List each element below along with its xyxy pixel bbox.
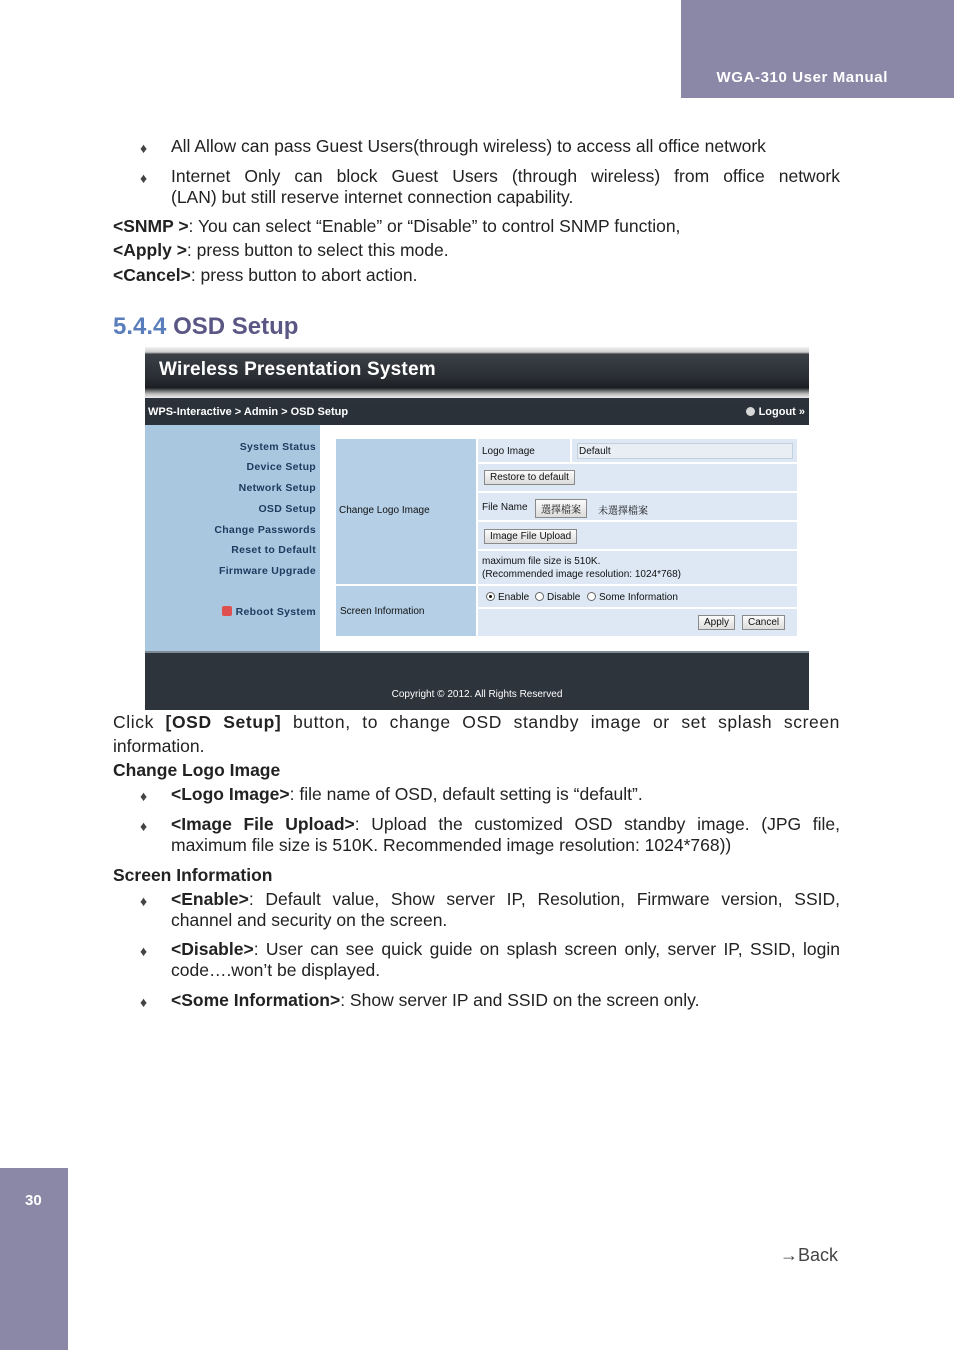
logo-image-label: Logo Image (482, 446, 535, 457)
back-link[interactable]: →Back (780, 1245, 839, 1265)
disable-desc-cont: code….won’t be displayed. (171, 960, 381, 980)
click-line: Click [OSD Setup] button, to change OSD standby image or set splash screen (113, 712, 840, 732)
page-number: 30 (25, 1192, 42, 1209)
enable-desc-cont: channel and security on the screen. (171, 910, 448, 930)
file-name-label: File Name (482, 502, 528, 513)
app-title: Wireless Presentation System (159, 359, 436, 380)
sidebar-item-osd-setup[interactable]: OSD Setup (258, 503, 316, 515)
logo-image-value: Default (579, 446, 611, 457)
radio-on-icon (486, 592, 495, 601)
snmp-line: <SNMP >: You can select “Enable” or “Disable” to control SNMP function, (113, 216, 681, 236)
sidebar-item-device-setup[interactable]: Device Setup (246, 461, 316, 473)
sidebar-item-network-setup[interactable]: Network Setup (238, 482, 316, 494)
logout-icon (746, 407, 755, 416)
choose-file-button[interactable]: 選擇檔案 (535, 499, 587, 518)
cancel-button[interactable]: Cancel (742, 615, 785, 630)
radio-some-info[interactable]: Some Information (587, 592, 678, 603)
change-logo-heading: Change Logo Image (113, 760, 281, 780)
cancel-line: <Cancel>: press button to abort action. (113, 265, 418, 285)
upload-desc: <Image File Upload>: Upload the customized OSD standby image. (JPG file, (171, 814, 840, 834)
click-line-cont: information. (113, 736, 205, 756)
copyright: Copyright © 2012. All Rights Reserved (391, 689, 563, 700)
sidebar-item-firmware-upgrade[interactable]: Firmware Upgrade (219, 565, 316, 577)
logo-image-desc: <Logo Image>: file name of OSD, default setting is “default”. (171, 784, 643, 804)
bullet-icon: ♦ (140, 818, 148, 834)
bullet-internet-only-cont: (LAN) but still reserve internet connection capability. (171, 187, 574, 207)
bullet-icon: ♦ (140, 788, 148, 804)
upload-desc-cont: maximum file size is 510K. Recommended image resolution: 1024*768)) (171, 835, 732, 855)
sidebar-item-reset-default[interactable]: Reset to Default (231, 544, 316, 556)
section-heading: 5.4.4 OSD Setup (113, 313, 299, 340)
screen-info-label: Screen Information (340, 606, 425, 617)
radio-off-icon (587, 592, 596, 601)
breadcrumb: WPS-Interactive > Admin > OSD Setup (148, 406, 349, 418)
logout-link[interactable]: Logout » (746, 406, 805, 418)
some-info-desc: <Some Information>: Show server IP and SSID on the screen only. (171, 990, 700, 1010)
apply-button[interactable]: Apply (698, 615, 735, 630)
osd-setup-screenshot (145, 347, 809, 708)
power-icon (222, 606, 232, 616)
image-file-upload-button[interactable]: Image File Upload (484, 529, 577, 544)
change-logo-label: Change Logo Image (339, 505, 430, 516)
nav-bar (145, 401, 809, 425)
apply-line: <Apply >: press button to select this mode. (113, 240, 449, 260)
enable-desc: <Enable>: Default value, Show server IP, Resolution, Firmware version, SSID, (171, 889, 840, 909)
sidebar-item-reboot[interactable]: Reboot System (222, 606, 316, 618)
disable-desc: <Disable>: User can see quick guide on splash screen only, server IP, SSID, login (171, 939, 840, 959)
bullet-icon: ♦ (140, 943, 148, 959)
manual-title: WGA-310 User Manual (716, 69, 888, 86)
bullet-icon: ♦ (140, 170, 148, 186)
sidebar (145, 425, 320, 651)
size-note-2: (Recommended image resolution: 1024*768) (482, 569, 682, 580)
restore-default-button[interactable]: Restore to default (484, 470, 575, 485)
radio-off-icon (535, 592, 544, 601)
sidebar-item-system-status[interactable]: System Status (239, 441, 316, 453)
size-note-1: maximum file size is 510K. (482, 556, 601, 567)
bullet-icon: ♦ (140, 893, 148, 909)
bullet-all-allow: All Allow can pass Guest Users(through wireless) to access all office network (171, 136, 766, 156)
radio-disable[interactable]: Disable (535, 592, 580, 603)
no-file-text: 未選擇檔案 (598, 506, 648, 517)
bullet-icon: ♦ (140, 140, 148, 156)
sidebar-item-change-passwords[interactable]: Change Passwords (214, 524, 316, 536)
bullet-internet-only: Internet Only can block Guest Users (through wireless) from office network (171, 166, 840, 186)
app-footer (145, 651, 809, 710)
radio-enable[interactable]: Enable (486, 592, 529, 603)
bullet-icon: ♦ (140, 994, 148, 1010)
screen-info-heading: Screen Information (113, 865, 273, 885)
